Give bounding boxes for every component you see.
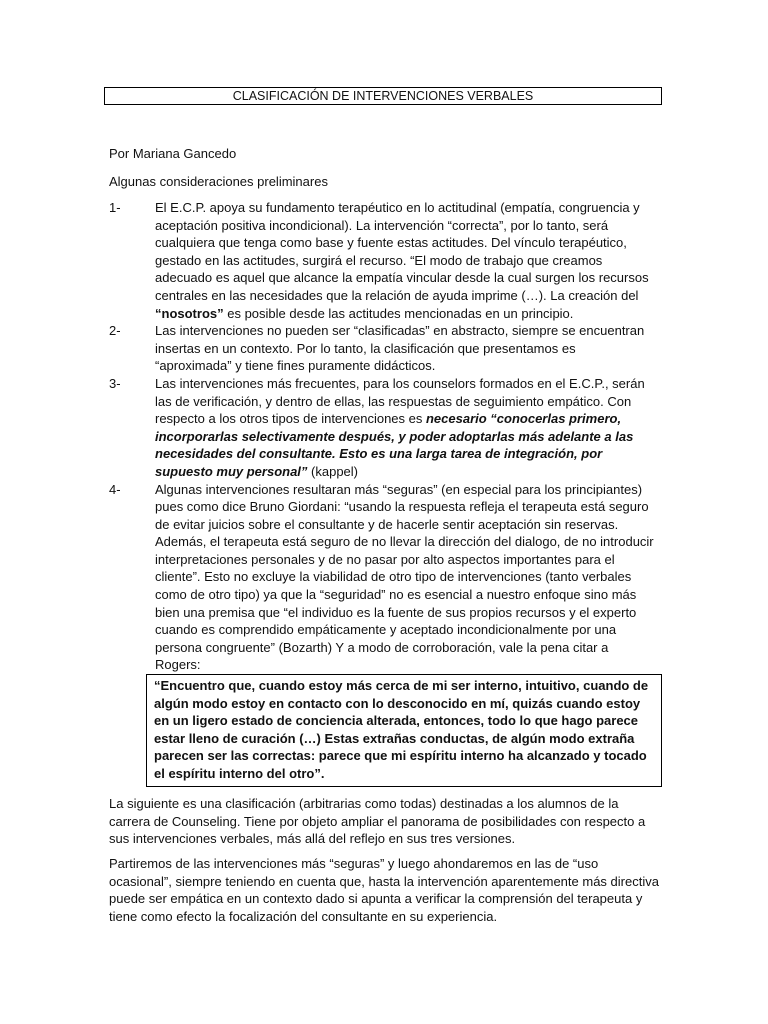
list-item-text: Las intervenciones no pueden ser “clasificadas” en abstracto, siempre se encuentran insertas en un contexto. Por lo tanto, la clasificación que presentamos es “aproximada” y tiene fines puramente didácticos. xyxy=(155,323,645,374)
paragraph: La siguiente es una clasificación (arbitrarias como todas) destinadas a los alumnos de la carrera de Counseling. Tiene por objeto ampliar el panorama de posibilidades con respecto a sus intervenciones verbales, más allá del reflejo en sus tres versiones. xyxy=(109,796,646,847)
list-item xyxy=(109,481,654,675)
section-subheading: Algunas consideraciones preliminares xyxy=(109,174,328,189)
list-item-number: 3- xyxy=(109,375,121,391)
rogers-quote-box: “Encuentro que, cuando estoy más cerca de mi ser interno, intuitivo, cuando de algún modo estoy en contacto con lo desconocido en mí, quizás cuando estoy en un ligero estado de conciencia alterada, entonces, todo lo que hago parece estar lleno de curación (…) Estas extrañas conductas, de algún modo extraña parecen ser las correctas: parece que mi espíritu interno ha alcanzado y tocado el espíritu interno del otro”. xyxy=(146,674,662,787)
list-item xyxy=(109,322,654,375)
author-line: Por Mariana Gancedo xyxy=(109,146,237,161)
considerations-list xyxy=(109,199,654,674)
list-item-text xyxy=(155,199,654,322)
list-item-text-a: Las intervenciones más frecuentes, para los counselors formados en el E.C.P., serán las de verificación, y dentro de ellas, las respuestas de seguimiento empático. Con respecto a los otros tipos de intervenciones es xyxy=(155,375,645,427)
document-title: CLASIFICACIÓN DE INTERVENCIONES VERBALES xyxy=(104,87,662,105)
list-item xyxy=(109,375,654,481)
list-item-number: 2- xyxy=(109,323,121,339)
list-item-number: 4- xyxy=(109,481,121,497)
emphasized-quote: necesario “conocerlas primero, incorporarlas selectivamente después, y poder adoptarlas más adelante a las necesidades del consultante. Esto es una larga tarea de integración, por supuesto muy personal” xyxy=(155,411,634,479)
list-item-text-b: es posible desde las actitudes mencionadas en un principio. xyxy=(223,305,574,321)
list-item-text-b: (kappel) xyxy=(307,463,358,479)
list-item xyxy=(109,199,654,322)
list-item-number: 1- xyxy=(109,200,121,215)
paragraph: Partiremos de las intervenciones más “seguras” y luego ahondaremos en las de “uso ocasional”, siempre teniendo en cuenta que, hasta la intervención aparentemente más directiva puede ser empática en un contexto dado si apunta a verificar la comprensión del terapeuta y tiene como efecto la focalización del consultante en su experiencia. xyxy=(109,856,659,924)
list-item-text xyxy=(155,375,654,481)
list-item-text-a: El E.C.P. apoya su fundamento terapéutico en lo actitudinal (empatía, congruencia y aceptación positiva incondicional). La intervención “correcta”, por lo tanto, será cualquiera que tenga como base y fuente estas actitudes. Del vínculo terapéutico, gestado en las actitudes, surgirá el recurso. “El modo de trabajo que creamos adecuado es aquel que alcance la empatía vincular desde la cual surgen los recursos centrales en las necesidades que la relación de ayuda imprime (…). La creación del xyxy=(155,200,649,303)
nosotros-bold: “nosotros” xyxy=(155,305,224,321)
list-item-text: Algunas intervenciones resultaran más “seguras” (en especial para los principiantes) pues como dice Bruno Giordani: “usando la respuesta refleja el terapeuta está seguro de evitar juicios sobre el consultante y de hacerle sentir aceptación sin reservas. Además, el terapeuta está seguro de no llevar la dirección del dialogo, de no introducir interpretaciones personales y de no pasar por alto aspectos importantes para el cliente”. Esto no excluye la viabilidad de otro tipo de intervenciones (tanto verbales como de otro tipo) ya que la “seguridad” no es esencial a nuestro enfoque sino más bien una premisa que “el individuo es la fuente de sus propios recursos y el experto cuando es comprendido empáticamente y aceptado incondicionalmente por una persona congruente” (Bozarth) Y a modo de corroboración, vale la pena citar a Rogers: xyxy=(155,481,654,673)
